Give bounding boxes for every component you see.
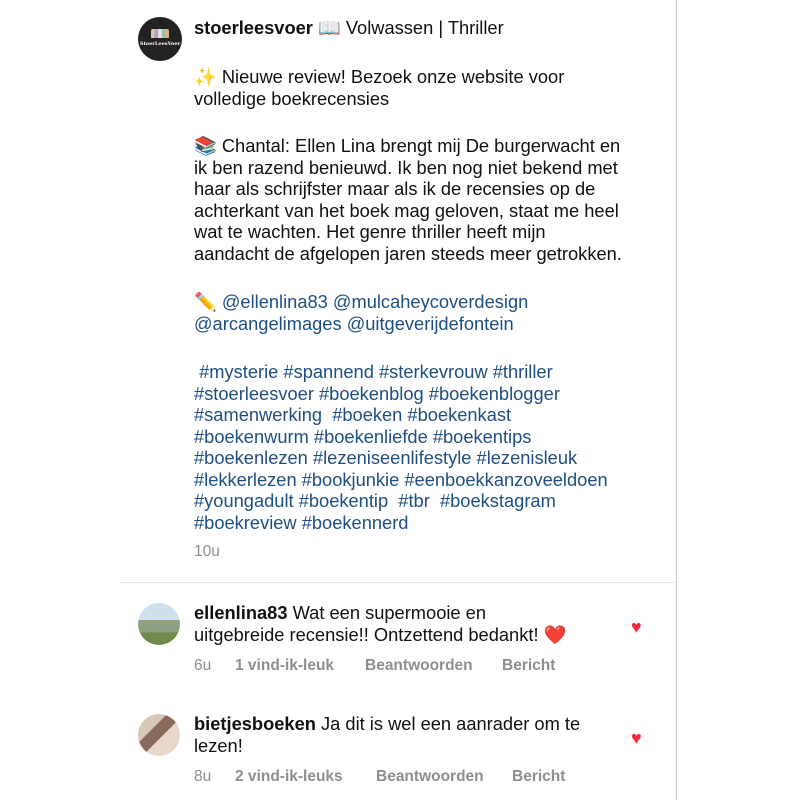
comment-line: uitgebreide recensie!! Ontzettend bedankt! ❤️ bbox=[194, 624, 567, 645]
hashtag-line[interactable]: #boekreview #boekennerd bbox=[194, 512, 409, 533]
comment-username[interactable]: ellenlina83 bbox=[194, 602, 288, 623]
review-line: haar als schrijfster maar als ik de recensies op de bbox=[194, 178, 596, 199]
mentions-line bbox=[194, 291, 528, 313]
review-line: ik ben razend benieuwd. Ik ben nog niet bekend met bbox=[194, 157, 618, 178]
message-button[interactable]: Bericht bbox=[512, 768, 566, 785]
caption-line: volledige boekrecensies bbox=[194, 88, 390, 109]
comment-username[interactable]: bietjesboeken bbox=[194, 713, 316, 734]
reply-button[interactable]: Beantwoorden bbox=[365, 657, 473, 674]
post-username[interactable]: stoerleesvoer bbox=[194, 17, 313, 38]
reply-button[interactable]: Beantwoorden bbox=[376, 768, 484, 785]
review-line: wat te wachten. Het genre thriller heeft mijn bbox=[194, 221, 546, 242]
stoerleesvoer-avatar[interactable] bbox=[138, 17, 182, 61]
books-logo-icon bbox=[151, 29, 169, 38]
heart-like-icon[interactable]: ♥ bbox=[631, 728, 642, 748]
hashtag-line[interactable]: #stoerleesvoer #boekenblog #boekenblogger bbox=[194, 383, 560, 404]
mention-links[interactable]: @ellenlina83 @mulcaheycoverdesign bbox=[221, 291, 529, 312]
review-line: 📚 Chantal: Ellen Lina brengt mij De burgerwacht en bbox=[194, 135, 621, 156]
post-time: 10u bbox=[194, 543, 220, 560]
panel-border bbox=[676, 0, 677, 800]
ellenlina83-avatar[interactable] bbox=[138, 603, 180, 645]
comment-time: 6u bbox=[194, 657, 212, 674]
comment-line: Wat een supermooie en bbox=[292, 602, 487, 623]
bietjesboeken-avatar[interactable] bbox=[138, 714, 180, 756]
divider bbox=[120, 582, 676, 583]
review-line: aandacht de afgelopen jaren steeds meer getrokken. bbox=[194, 243, 622, 264]
review-line: achterkant van het boek mag geloven, staat me heel bbox=[194, 200, 619, 221]
comment-line: Ja dit is wel een aanrader om te bbox=[321, 713, 581, 734]
likes-count[interactable]: 1 vind-ik-leuk bbox=[235, 657, 335, 674]
hashtag-line[interactable]: #mysterie #spannend #sterkevrouw #thriller bbox=[194, 361, 553, 382]
hashtag-line[interactable]: #boekenlezen #lezeniseenlifestyle #lezenisleuk bbox=[194, 447, 578, 468]
heart-like-icon[interactable]: ♥ bbox=[631, 617, 642, 637]
likes-count[interactable]: 2 vind-ik-leuks bbox=[235, 768, 343, 785]
post-bio-title: 📖 Volwassen | Thriller bbox=[318, 17, 504, 38]
hashtag-line[interactable]: #youngadult #boekentip #tbr #boekstagram bbox=[194, 490, 556, 511]
hashtag-line[interactable]: #samenwerking #boeken #boekenkast bbox=[194, 404, 512, 425]
comment-line: lezen! bbox=[194, 735, 243, 756]
message-button[interactable]: Bericht bbox=[502, 657, 556, 674]
pencil-icon: ✏️ bbox=[194, 291, 217, 312]
caption-line: ✨ Nieuwe review! Bezoek onze website voor bbox=[194, 66, 565, 87]
mention-links[interactable]: @arcangelimages @uitgeverijdefontein bbox=[194, 313, 514, 334]
comment-time: 8u bbox=[194, 768, 212, 785]
hashtag-line[interactable]: #lekkerlezen #bookjunkie #eenboekkanzoveeldoen bbox=[194, 469, 608, 490]
post-header bbox=[194, 17, 504, 39]
hashtag-line[interactable]: #boekenwurm #boekenliefde #boekentips bbox=[194, 426, 532, 447]
comment-text bbox=[194, 713, 580, 735]
logo-text: StoerLeesVoer bbox=[139, 41, 181, 47]
comment-text bbox=[194, 602, 486, 624]
